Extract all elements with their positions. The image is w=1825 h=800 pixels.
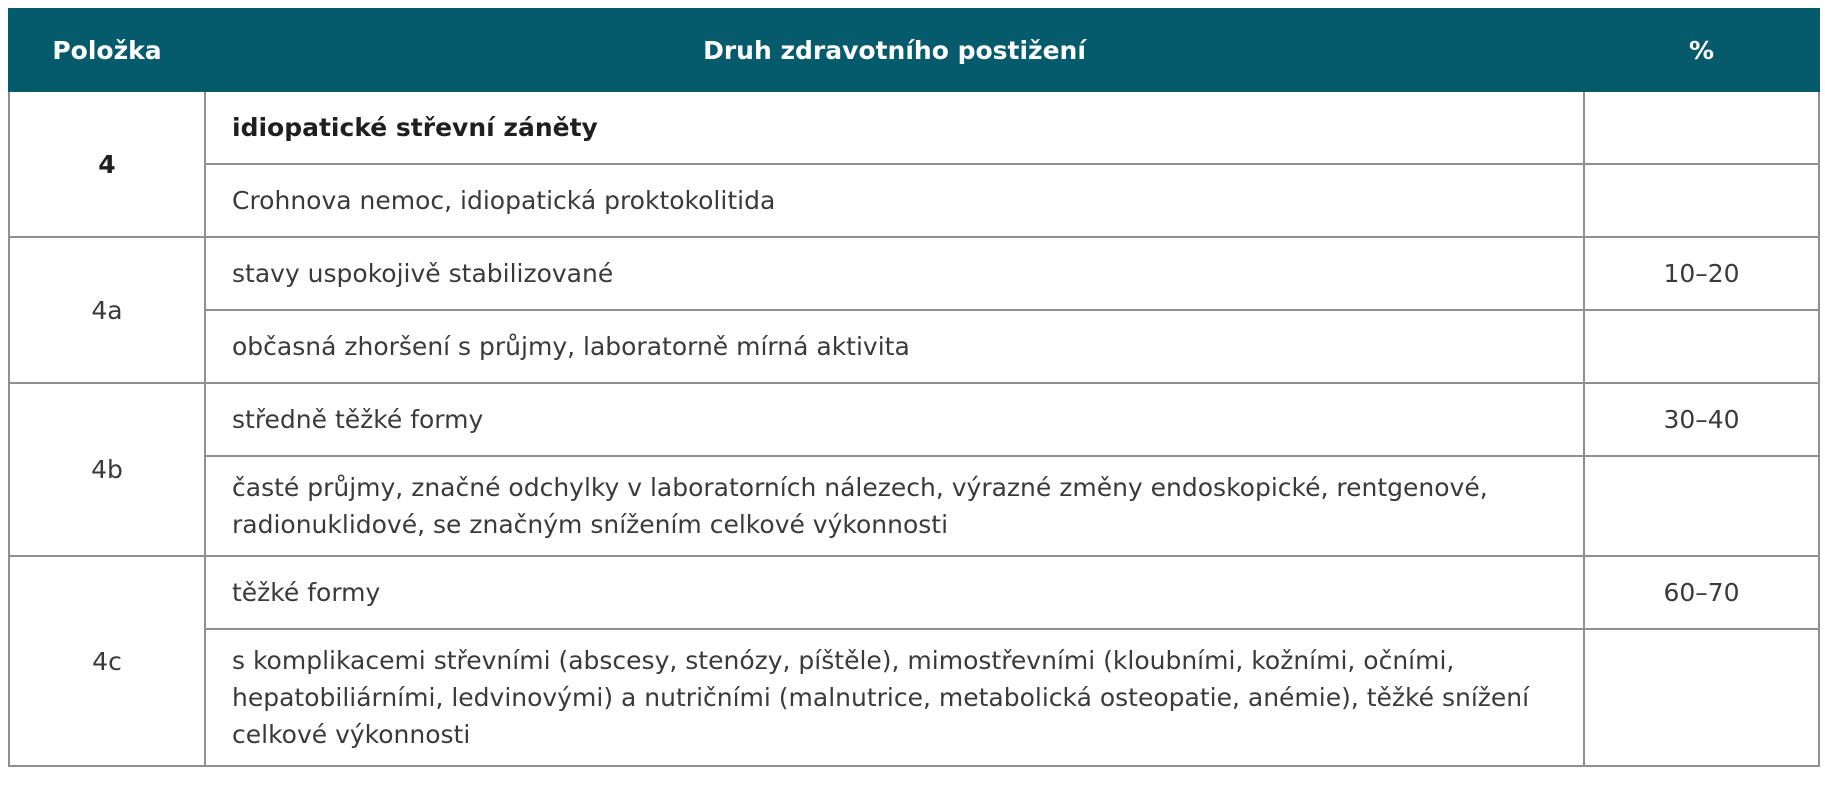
table-row <box>9 310 1819 383</box>
percent-cell: 10–20 <box>1584 237 1819 310</box>
table-row <box>9 237 1819 310</box>
percent-cell <box>1584 91 1819 164</box>
percent-cell <box>1584 629 1819 766</box>
percent-cell <box>1584 164 1819 237</box>
description-cell: časté průjmy, značné odchylky v laboratorních nálezech, výrazné změny endoskopické, rentgenové, radionuklidové, se značným snížením celkové výkonnosti <box>205 456 1584 556</box>
percent-cell <box>1584 456 1819 556</box>
table-row <box>9 629 1819 766</box>
description-cell: idiopatické střevní záněty <box>205 91 1584 164</box>
header-item: Položka <box>9 9 205 91</box>
item-number: 4b <box>9 383 205 556</box>
description-cell: Crohnova nemoc, idiopatická proktokolitida <box>205 164 1584 237</box>
header-row <box>9 9 1819 91</box>
description-cell: středně těžké formy <box>205 383 1584 456</box>
header-description: Druh zdravotního postižení <box>205 9 1584 91</box>
percent-cell <box>1584 310 1819 383</box>
description-cell: s komplikacemi střevními (abscesy, stenózy, píštěle), mimostřevními (kloubními, kožními, očními, hepatobiliárními, ledvinovými) a nutričními (malnutrice, metabolická osteopatie, anémie), těžké snížení celkové výkonnosti <box>205 629 1584 766</box>
percent-cell: 30–40 <box>1584 383 1819 456</box>
table-row <box>9 383 1819 456</box>
table-row <box>9 164 1819 237</box>
item-number: 4 <box>9 91 205 237</box>
disability-table <box>8 8 1820 767</box>
table-row <box>9 556 1819 629</box>
description-cell: těžké formy <box>205 556 1584 629</box>
description-cell: stavy uspokojivě stabilizované <box>205 237 1584 310</box>
percent-cell: 60–70 <box>1584 556 1819 629</box>
item-number: 4a <box>9 237 205 383</box>
table-row <box>9 456 1819 556</box>
description-cell: občasná zhoršení s průjmy, laboratorně mírná aktivita <box>205 310 1584 383</box>
item-number: 4c <box>9 556 205 766</box>
table-row <box>9 91 1819 164</box>
header-percent: % <box>1584 9 1819 91</box>
